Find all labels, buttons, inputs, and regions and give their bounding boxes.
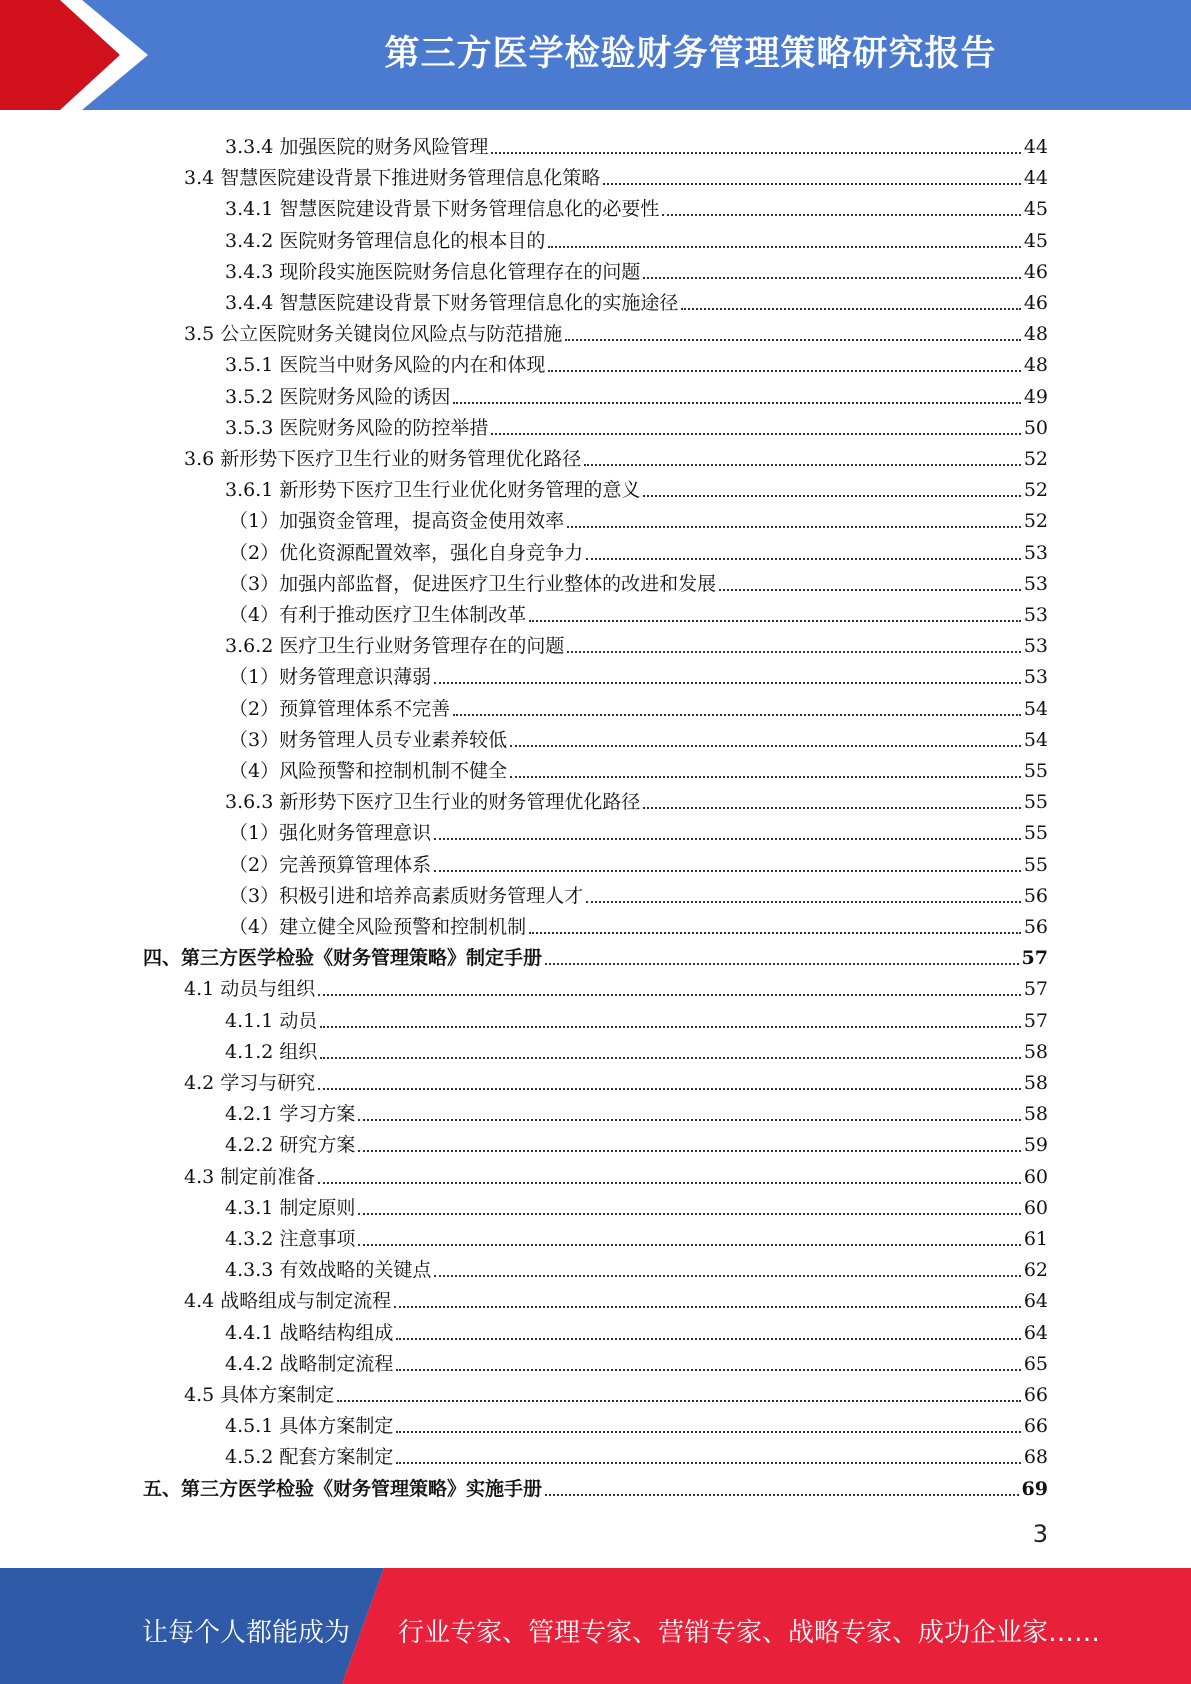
toc-entry-page: 48 — [1023, 354, 1048, 376]
toc-entry[interactable] — [225, 409, 1048, 440]
toc-entry[interactable] — [229, 502, 1048, 533]
toc-entry-label: 4.3.2 注意事项 — [225, 1228, 356, 1250]
toc-entry-label: 4.5 具体方案制定 — [184, 1384, 335, 1406]
toc-entry[interactable] — [229, 721, 1048, 752]
toc-entry-page: 46 — [1023, 261, 1048, 283]
toc-entry-label: 4.2.2 研究方案 — [225, 1134, 356, 1156]
toc-dot-leader — [396, 1461, 1020, 1464]
toc-entry-label: 4.5.2 配套方案制定 — [225, 1446, 394, 1468]
toc-entry-label: 3.6 新形势下医疗卫生行业的财务管理优化路径 — [184, 448, 582, 470]
toc-dot-leader — [394, 1305, 1021, 1308]
toc-entry[interactable] — [225, 1438, 1048, 1469]
toc-entry[interactable] — [225, 1189, 1048, 1220]
toc-entry[interactable] — [229, 908, 1048, 939]
toc-entry[interactable] — [229, 846, 1048, 877]
toc-dot-leader — [453, 713, 1021, 716]
toc-entry-label: 3.4.4 智慧医院建设背景下财务管理信息化的实施途径 — [225, 292, 679, 314]
toc-dot-leader — [396, 1430, 1020, 1433]
toc-entry-label: （1）强化财务管理意识 — [229, 822, 432, 844]
toc-dot-leader — [643, 494, 1020, 497]
toc-entry-label: 3.6.1 新形势下医疗卫生行业优化财务管理的意义 — [225, 479, 641, 501]
toc-entry[interactable] — [225, 1407, 1048, 1438]
toc-dot-leader — [358, 1243, 1020, 1246]
toc-dot-leader — [358, 1149, 1020, 1152]
toc-entry-label: 4.2.1 学习方案 — [225, 1103, 356, 1125]
footer-slogan-left: 让每个人都能成为 — [142, 1618, 351, 1648]
toc-entry-label: 3.4.3 现阶段实施医院财务信息化管理存在的问题 — [225, 261, 641, 283]
toc-entry-label: （2）优化资源配置效率，强化自身竞争力 — [229, 542, 584, 564]
toc-entry-page: 57 — [1023, 978, 1048, 1000]
toc-entry[interactable] — [225, 1220, 1048, 1251]
toc-entry-label: 4.3 制定前准备 — [184, 1166, 316, 1188]
toc-dot-leader — [545, 962, 1019, 965]
toc-entry-label: 3.3.4 加强医院的财务风险管理 — [225, 136, 489, 158]
toc-entry-page: 53 — [1023, 573, 1048, 595]
toc-dot-leader — [567, 525, 1021, 528]
toc-entry-page: 53 — [1023, 666, 1048, 688]
toc-dot-leader — [643, 276, 1020, 279]
toc-entry-label: 4.1.2 组织 — [225, 1041, 318, 1063]
toc-entry[interactable] — [225, 128, 1048, 159]
toc-dot-leader — [434, 837, 1021, 840]
toc-entry[interactable] — [225, 253, 1048, 284]
toc-entry[interactable] — [225, 346, 1048, 377]
toc-entry-label: 4.1.1 动员 — [225, 1010, 318, 1032]
toc-entry-label: 4.4 战略组成与制定流程 — [184, 1290, 392, 1312]
toc-dot-leader — [510, 775, 1021, 778]
toc-entry[interactable] — [229, 534, 1048, 565]
toc-entry[interactable] — [229, 596, 1048, 627]
toc-dot-leader — [586, 900, 1021, 903]
toc-entry[interactable] — [225, 1251, 1048, 1282]
toc-entry-page: 57 — [1021, 947, 1048, 969]
toc-entry-label: 4.1 动员与组织 — [184, 978, 316, 1000]
toc-entry[interactable] — [229, 565, 1048, 596]
toc-dot-leader — [396, 1337, 1020, 1340]
toc-entry-label: 3.5.2 医院财务风险的诱因 — [225, 386, 451, 408]
toc-dot-leader — [318, 993, 1021, 996]
toc-entry-label: 4.3.1 制定原则 — [225, 1197, 356, 1219]
toc-entry-label: 3.5 公立医院财务关键岗位风险点与防范措施 — [184, 323, 563, 345]
toc-dot-leader — [548, 245, 1020, 248]
toc-dot-leader — [548, 369, 1020, 372]
toc-entry[interactable] — [184, 1376, 1048, 1407]
toc-entry-page: 65 — [1023, 1353, 1048, 1375]
toc-dot-leader — [491, 151, 1020, 154]
toc-dot-leader — [510, 744, 1021, 747]
toc-dot-leader — [337, 1399, 1021, 1402]
toc-entry-label: 4.4.2 战略制定流程 — [225, 1353, 394, 1375]
toc-entry-page: 58 — [1023, 1041, 1048, 1063]
toc-entry[interactable] — [143, 1470, 1048, 1501]
page-footer — [0, 1568, 1191, 1684]
toc-entry[interactable] — [184, 440, 1048, 471]
toc-dot-leader — [453, 401, 1020, 404]
toc-entry-label: 3.4.1 智慧医院建设背景下财务管理信息化的必要性 — [225, 198, 660, 220]
toc-dot-leader — [529, 931, 1021, 934]
toc-dot-leader — [719, 588, 1021, 591]
footer-slogan-right: 行业专家、管理专家、营销专家、战略专家、成功企业家…… — [398, 1618, 1101, 1648]
toc-entry-page: 53 — [1023, 635, 1048, 657]
toc-entry[interactable] — [225, 1033, 1048, 1064]
red-arrow-shape — [0, 0, 120, 110]
toc-dot-leader — [584, 463, 1021, 466]
toc-entry-label: 五、第三方医学检验《财务管理策略》实施手册 — [143, 1478, 543, 1500]
toc-entry-page: 56 — [1023, 916, 1048, 938]
toc-entry-label: （1）财务管理意识薄弱 — [229, 666, 432, 688]
toc-entry[interactable] — [225, 1314, 1048, 1345]
toc-entry-page: 52 — [1023, 479, 1048, 501]
toc-entry[interactable] — [229, 877, 1048, 908]
toc-entry[interactable] — [225, 378, 1048, 409]
toc-entry-page: 44 — [1023, 167, 1048, 189]
toc-entry[interactable] — [184, 1064, 1048, 1095]
toc-entry-label: 4.4.1 战略结构组成 — [225, 1322, 394, 1344]
toc-entry-page: 69 — [1021, 1478, 1048, 1500]
toc-entry-page: 60 — [1023, 1197, 1048, 1219]
toc-dot-leader — [320, 1025, 1020, 1028]
toc-dot-leader — [318, 1181, 1021, 1184]
toc-entry-page: 64 — [1023, 1322, 1048, 1344]
toc-dot-leader — [318, 1087, 1021, 1090]
toc-dot-leader — [320, 1056, 1020, 1059]
toc-entry-page: 45 — [1023, 230, 1048, 252]
toc-entry[interactable] — [225, 471, 1048, 502]
toc-entry[interactable] — [143, 939, 1048, 970]
toc-entry-page: 54 — [1023, 698, 1048, 720]
toc-entry[interactable] — [229, 814, 1048, 845]
toc-entry-label: 3.6.2 医疗卫生行业财务管理存在的问题 — [225, 635, 565, 657]
toc-entry-page: 52 — [1023, 510, 1048, 532]
toc-dot-leader — [603, 182, 1021, 185]
toc-entry[interactable] — [184, 1158, 1048, 1189]
toc-entry-page: 55 — [1023, 760, 1048, 782]
toc-entry-page: 58 — [1023, 1072, 1048, 1094]
toc-entry-label: 4.3.3 有效战略的关键点 — [225, 1259, 432, 1281]
toc-entry[interactable] — [225, 783, 1048, 814]
toc-entry-label: 四、第三方医学检验《财务管理策略》制定手册 — [143, 947, 543, 969]
toc-entry[interactable] — [225, 284, 1048, 315]
toc-entry[interactable] — [225, 1002, 1048, 1033]
toc-dot-leader — [545, 1493, 1019, 1496]
toc-entry-label: （2）预算管理体系不完善 — [229, 698, 451, 720]
toc-entry-label: 3.4.2 医院财务管理信息化的根本目的 — [225, 230, 546, 252]
toc-entry[interactable] — [225, 1345, 1048, 1376]
toc-entry-label: （1）加强资金管理，提高资金使用效率 — [229, 510, 565, 532]
toc-entry-label: 3.6.3 新形势下医疗卫生行业的财务管理优化路径 — [225, 791, 641, 813]
toc-entry-label: （2）完善预算管理体系 — [229, 854, 432, 876]
toc-entry-page: 62 — [1023, 1259, 1048, 1281]
toc-entry-label: （3）加强内部监督，促进医疗卫生行业整体的改进和发展 — [229, 573, 717, 595]
toc-entry-page: 68 — [1023, 1446, 1048, 1468]
toc-dot-leader — [358, 1212, 1020, 1215]
toc-entry[interactable] — [184, 1282, 1048, 1313]
toc-entry[interactable] — [229, 690, 1048, 721]
toc-entry-page: 53 — [1023, 604, 1048, 626]
document-title: 第三方医学检验财务管理策略研究报告 — [384, 34, 997, 74]
toc-entry-page: 59 — [1023, 1134, 1048, 1156]
toc-entry-page: 61 — [1023, 1228, 1048, 1250]
toc-entry-page: 50 — [1023, 417, 1048, 439]
toc-dot-leader — [396, 1368, 1020, 1371]
toc-entry-page: 58 — [1023, 1103, 1048, 1125]
toc-dot-leader — [358, 1118, 1020, 1121]
toc-entry-page: 54 — [1023, 729, 1048, 751]
toc-entry[interactable] — [225, 1126, 1048, 1157]
toc-entry-label: 3.4 智慧医院建设背景下推进财务管理信息化策略 — [184, 167, 601, 189]
toc-entry-page: 49 — [1023, 386, 1048, 408]
toc-dot-leader — [434, 1274, 1020, 1277]
toc-entry-page: 64 — [1023, 1290, 1048, 1312]
toc-entry-page: 57 — [1023, 1010, 1048, 1032]
toc-entry-label: 4.5.1 具体方案制定 — [225, 1415, 394, 1437]
toc-entry[interactable] — [184, 315, 1048, 346]
toc-entry-page: 66 — [1023, 1415, 1048, 1437]
toc-entry-page: 66 — [1023, 1384, 1048, 1406]
toc-entry[interactable] — [225, 1095, 1048, 1126]
toc-entry-label: 3.5.3 医院财务风险的防控举措 — [225, 417, 489, 439]
toc-entry-page: 48 — [1023, 323, 1048, 345]
toc-entry-page: 55 — [1023, 791, 1048, 813]
toc-entry[interactable] — [225, 627, 1048, 658]
toc-entry-page: 52 — [1023, 448, 1048, 470]
toc-entry-page: 56 — [1023, 885, 1048, 907]
toc-dot-leader — [681, 307, 1020, 310]
toc-entry[interactable] — [229, 752, 1048, 783]
toc-entry-label: （3）积极引进和培养高素质财务管理人才 — [229, 885, 584, 907]
toc-entry-label: 3.5.1 医院当中财务风险的内在和体现 — [225, 354, 546, 376]
page-number: 3 — [1032, 1520, 1048, 1548]
toc-dot-leader — [434, 681, 1021, 684]
toc-entry-label: 4.2 学习与研究 — [184, 1072, 316, 1094]
toc-entry-page: 60 — [1023, 1166, 1048, 1188]
toc-entry-page: 55 — [1023, 854, 1048, 876]
toc-entry[interactable] — [184, 159, 1048, 190]
toc-entry-page: 46 — [1023, 292, 1048, 314]
toc-dot-leader — [491, 432, 1020, 435]
toc-entry-page: 44 — [1023, 136, 1048, 158]
toc-entry-page: 45 — [1023, 198, 1048, 220]
toc-entry[interactable] — [225, 222, 1048, 253]
toc-entry-label: （4）有利于推动医疗卫生体制改革 — [229, 604, 527, 626]
toc-dot-leader — [586, 557, 1021, 560]
toc-entry[interactable] — [225, 190, 1048, 221]
toc-dot-leader — [662, 213, 1020, 216]
toc-dot-leader — [643, 806, 1020, 809]
toc-dot-leader — [567, 650, 1020, 653]
toc-dot-leader — [434, 869, 1021, 872]
toc-entry-label: （3）财务管理人员专业素养较低 — [229, 729, 508, 751]
toc-entry[interactable] — [229, 658, 1048, 689]
toc-dot-leader — [529, 619, 1021, 622]
toc-entry-label: （4）风险预警和控制机制不健全 — [229, 760, 508, 782]
toc-entry-page: 55 — [1023, 822, 1048, 844]
toc-entry-page: 53 — [1023, 542, 1048, 564]
page-header — [0, 0, 1191, 110]
toc-entry-label: （4）建立健全风险预警和控制机制 — [229, 916, 527, 938]
toc-entry[interactable] — [184, 970, 1048, 1001]
toc-dot-leader — [565, 338, 1021, 341]
